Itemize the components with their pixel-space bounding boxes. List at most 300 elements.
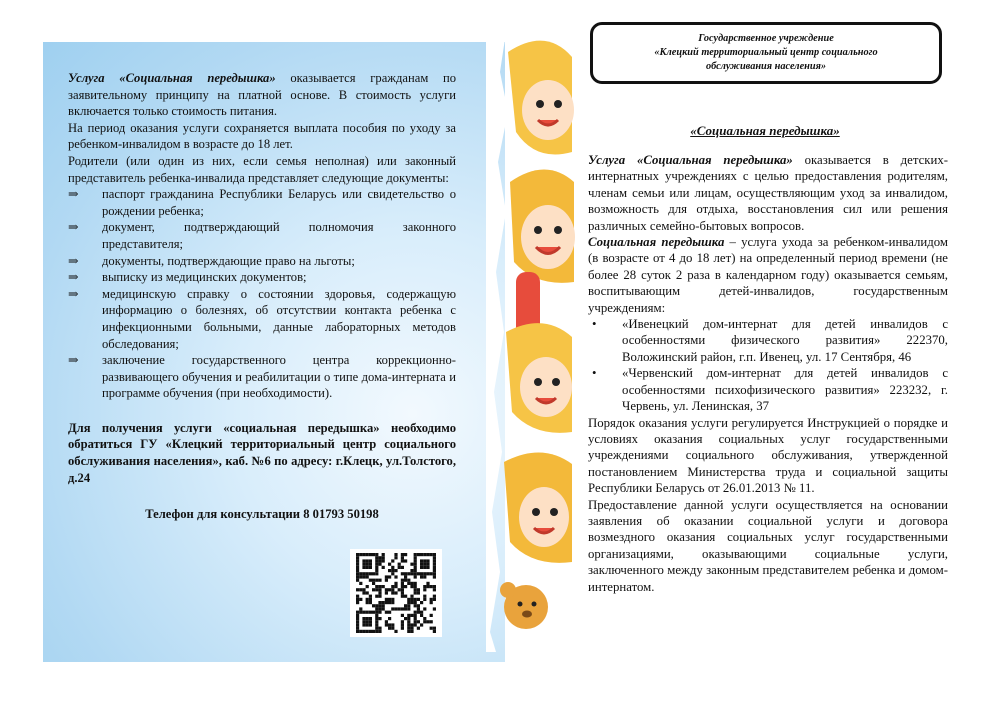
qr-module	[372, 553, 375, 556]
benefit-paragraph: На период оказания услуги сохраняется выплата пособия по уходу за ребенком-инвалидом в возрасте до 18 лет.	[68, 120, 456, 152]
qr-module	[369, 620, 372, 623]
qr-module	[356, 556, 359, 559]
qr-module	[359, 607, 362, 610]
qr-module	[410, 598, 413, 601]
qr-module	[382, 604, 385, 607]
qr-module	[401, 585, 404, 588]
qr-module	[356, 595, 359, 598]
provision-paragraph: Предоставление данной услуги осуществляется на основании заявления об оказании социальной услуги и договора возмездного оказания социальных услуг государственными организациями, оказывающими социальные услуги, заключенного между законным представителем ребенка и домом-интернатом.	[588, 497, 948, 594]
qr-module	[410, 627, 413, 630]
qr-module	[369, 595, 372, 598]
qr-module	[366, 617, 369, 620]
qr-module	[423, 553, 426, 556]
qr-module	[372, 588, 375, 591]
qr-module	[362, 559, 365, 562]
qr-module	[433, 595, 436, 598]
qr-module	[407, 582, 410, 585]
qr-module	[378, 591, 381, 594]
page-title: «Социальная передышка»	[690, 123, 840, 138]
qr-module	[407, 630, 410, 633]
qr-module	[366, 601, 369, 604]
qr-module	[404, 604, 407, 607]
qr-module	[359, 598, 362, 601]
qr-module	[410, 582, 413, 585]
qr-module	[359, 553, 362, 556]
qr-module	[414, 604, 417, 607]
qr-module	[407, 572, 410, 575]
doc-text: выписку из медицинских документов;	[102, 270, 307, 285]
mouth-3	[536, 398, 556, 403]
doc-text: документы, подтверждающие право на льготы;	[102, 253, 355, 268]
qr-module	[372, 630, 375, 633]
qr-module	[404, 607, 407, 610]
qr-module	[404, 579, 407, 582]
qr-module	[378, 604, 381, 607]
qr-module	[407, 620, 410, 623]
doc-item	[68, 286, 456, 352]
qr-module	[410, 595, 413, 598]
qr-module	[375, 563, 378, 566]
qr-module	[417, 607, 420, 610]
qr-module	[433, 572, 436, 575]
qr-module	[423, 575, 426, 578]
qr-module	[388, 563, 391, 566]
qr-module	[359, 588, 362, 591]
qr-module	[423, 595, 426, 598]
left-text	[68, 70, 456, 523]
qr-module	[378, 630, 381, 633]
qr-module	[378, 627, 381, 630]
qr-module	[388, 588, 391, 591]
qr-module	[372, 582, 375, 585]
qr-module	[385, 620, 388, 623]
qr-module	[369, 572, 372, 575]
qr-module	[414, 575, 417, 578]
org-line-3: обслуживания населения»	[705, 61, 827, 72]
qr-module	[414, 588, 417, 591]
qr-module	[410, 630, 413, 633]
qr-module	[407, 601, 410, 604]
qr-module	[359, 611, 362, 614]
qr-module	[414, 617, 417, 620]
arrow-icon: ⇒	[68, 286, 79, 301]
qr-module	[366, 611, 369, 614]
qr-module	[375, 595, 378, 598]
qr-module	[430, 598, 433, 601]
qr-module	[394, 630, 397, 633]
qr-module	[410, 585, 413, 588]
eye-1a	[536, 100, 544, 108]
qr-module	[378, 595, 381, 598]
qr-module	[388, 623, 391, 626]
qr-module	[375, 611, 378, 614]
qr-module	[378, 588, 381, 591]
qr-module	[404, 585, 407, 588]
qr-module	[369, 579, 372, 582]
qr-module	[433, 559, 436, 562]
qr-module	[356, 627, 359, 630]
arrow-icon: ⇒	[68, 353, 79, 368]
qr-module	[356, 617, 359, 620]
qr-module	[414, 556, 417, 559]
qr-module	[362, 623, 365, 626]
qr-module	[401, 566, 404, 569]
qr-module	[414, 620, 417, 623]
qr-module	[362, 620, 365, 623]
doc-item	[68, 186, 456, 219]
qr-module	[433, 588, 436, 591]
qr-module	[401, 582, 404, 585]
qr-module	[366, 591, 369, 594]
qr-module	[391, 559, 394, 562]
qr-module	[407, 607, 410, 610]
qr-module	[356, 572, 359, 575]
qr-module	[388, 617, 391, 620]
qr-module	[359, 582, 362, 585]
qr-module	[362, 591, 365, 594]
qr-module	[426, 553, 429, 556]
qr-module	[369, 559, 372, 562]
qr-module	[414, 614, 417, 617]
qr-module	[417, 591, 420, 594]
doc-item	[68, 253, 456, 270]
qr-module	[356, 598, 359, 601]
qr-module	[366, 585, 369, 588]
qr-module	[404, 595, 407, 598]
qr-module	[401, 620, 404, 623]
arrow-icon: ⇒	[68, 187, 79, 202]
qr-module	[385, 601, 388, 604]
face-4	[519, 487, 569, 547]
qr-module	[423, 620, 426, 623]
qr-module	[391, 627, 394, 630]
qr-module	[433, 575, 436, 578]
qr-module	[407, 604, 410, 607]
qr-module	[401, 627, 404, 630]
face-2	[521, 205, 575, 269]
qr-module	[375, 585, 378, 588]
qr-module	[426, 566, 429, 569]
arrow-icon: ⇒	[68, 220, 79, 235]
qr-module	[388, 575, 391, 578]
qr-module	[356, 563, 359, 566]
qr-module	[426, 559, 429, 562]
eye-4a	[532, 508, 540, 516]
qr-module	[417, 604, 420, 607]
qr-module	[394, 575, 397, 578]
org-line-2: «Клецкий территориальный центр социального	[654, 47, 878, 58]
qr-module	[407, 614, 410, 617]
institution-item	[588, 316, 948, 365]
qr-module	[391, 585, 394, 588]
qr-module	[410, 563, 413, 566]
qr-module	[372, 579, 375, 582]
teddy-eye	[518, 602, 523, 607]
qr-module	[375, 559, 378, 562]
qr-module	[423, 559, 426, 562]
qr-module	[401, 572, 404, 575]
qr-module	[369, 630, 372, 633]
bullet-icon: •	[592, 366, 597, 381]
qr-module	[430, 627, 433, 630]
qr-module	[391, 623, 394, 626]
qr-module	[398, 566, 401, 569]
qr-module	[417, 572, 420, 575]
qr-module	[369, 563, 372, 566]
qr-module	[359, 575, 362, 578]
qr-module	[423, 572, 426, 575]
qr-module	[394, 582, 397, 585]
paper-edge	[486, 32, 508, 652]
qr-module	[414, 611, 417, 614]
definition-term: Социальная передышка	[588, 235, 725, 250]
teddy-nose	[522, 611, 532, 618]
qr-module	[430, 553, 433, 556]
qr-module	[356, 579, 359, 582]
qr-module	[401, 553, 404, 556]
qr-module	[385, 598, 388, 601]
institution-text: «Червенский дом-интернат для детей инвалидов с особенностями психофизического развития» 223232, г. Червень, ул. Ленинская, 37	[622, 366, 948, 414]
qr-module	[423, 607, 426, 610]
qr-module	[369, 553, 372, 556]
face-3	[520, 357, 572, 417]
qr-module	[420, 614, 423, 617]
qr-module	[417, 598, 420, 601]
face-1	[522, 80, 574, 140]
qr-module	[382, 585, 385, 588]
qr-module	[375, 627, 378, 630]
qr-module	[382, 559, 385, 562]
qr-module	[362, 563, 365, 566]
doc-item	[68, 219, 456, 252]
mouth-1	[538, 120, 558, 125]
qr-module	[417, 553, 420, 556]
qr-module	[375, 572, 378, 575]
qr-module	[372, 572, 375, 575]
qr-module	[433, 553, 436, 556]
qr-module	[398, 563, 401, 566]
qr-module	[410, 601, 413, 604]
qr-module	[414, 623, 417, 626]
qr-module	[366, 630, 369, 633]
qr-module	[391, 591, 394, 594]
qr-module	[407, 627, 410, 630]
arrow-icon: ⇒	[68, 270, 79, 285]
qr-module	[410, 569, 413, 572]
doc-text: документ, подтверждающий полномочия законного представителя;	[102, 220, 456, 251]
teddy-eye	[532, 602, 537, 607]
qr-module	[423, 566, 426, 569]
arrow-icon: ⇒	[68, 253, 79, 268]
qr-module	[410, 572, 413, 575]
qr-module	[410, 623, 413, 626]
eye-1b	[554, 100, 562, 108]
qr-module	[385, 588, 388, 591]
children-illustration	[486, 32, 576, 652]
qr-module	[433, 566, 436, 569]
qr-module	[420, 575, 423, 578]
doc-text: паспорт гражданина Республики Беларусь или свидетельство о рождении ребенка;	[102, 187, 456, 218]
qr-module	[391, 572, 394, 575]
qr-module	[426, 572, 429, 575]
qr-module	[369, 598, 372, 601]
qr-module	[356, 569, 359, 572]
qr-module	[375, 620, 378, 623]
order-paragraph: Порядок оказания услуги регулируется Инструкцией о порядке и условиях оказания социальных услуг государственными учреждениями социального обслуживания, утвержденной постановлением Министерства труда и социальной защиты Республики Беларусь от 26.01.2013 № 11.	[588, 415, 948, 496]
qr-module	[407, 579, 410, 582]
qr-module	[401, 607, 404, 610]
qr-module	[404, 553, 407, 556]
qr-module	[433, 607, 436, 610]
qr-module	[356, 559, 359, 562]
qr-module	[420, 623, 423, 626]
definition-rest: – услуга ухода за ребенком-инвалидом (в возрасте от 4 до 18 лет) на определенный период времени (не более 28 суток 2 раза в календарном году) оказывается семьям, воспитывающим детей-инвалидов, государственным учреждениям:	[588, 235, 949, 315]
qr-module	[391, 598, 394, 601]
org-line-1: Государственное учреждение	[698, 33, 834, 44]
qr-module	[433, 630, 436, 633]
contact-info: Для получения услуги «социальная передышка» необходимо обратиться ГУ «Клецкий территориальный центр социального обслуживания населения», каб. №6 по адресу: г.Клецк, ул.Толстого, д.24	[68, 420, 456, 485]
qr-module	[375, 553, 378, 556]
qr-module	[375, 579, 378, 582]
eye-3b	[552, 378, 560, 386]
qr-module	[356, 630, 359, 633]
qr-module	[426, 585, 429, 588]
qr-module	[433, 563, 436, 566]
qr-module	[407, 623, 410, 626]
qr-module	[362, 617, 365, 620]
qr-module	[394, 556, 397, 559]
qr-module	[388, 611, 391, 614]
qr-module	[388, 601, 391, 604]
qr-module	[362, 588, 365, 591]
qr-module	[417, 588, 420, 591]
service-name: Услуга «Социальная передышка»	[68, 71, 276, 85]
qr-module	[362, 566, 365, 569]
qr-module	[359, 572, 362, 575]
qr-module	[394, 569, 397, 572]
qr-module	[356, 623, 359, 626]
qr-module	[375, 556, 378, 559]
institution-text: «Ивенецкий дом-интернат для детей инвалидов с особенностями физического развития» 222370, Воложинский район, г.п. Ивенец, ул. 17 Сентября, 46	[622, 317, 948, 364]
definition-paragraph	[588, 234, 948, 316]
qr-module	[404, 572, 407, 575]
qr-module	[401, 588, 404, 591]
qr-module	[430, 572, 433, 575]
qr-module	[375, 630, 378, 633]
qr-module	[369, 623, 372, 626]
left-intro	[68, 70, 456, 120]
qr-module	[401, 556, 404, 559]
qr-module	[378, 611, 381, 614]
qr-module	[375, 566, 378, 569]
qr-module	[366, 559, 369, 562]
qr-module	[375, 588, 378, 591]
qr-module	[404, 559, 407, 562]
qr-module	[366, 620, 369, 623]
qr-module	[359, 630, 362, 633]
qr-module	[369, 611, 372, 614]
qr-module	[375, 607, 378, 610]
qr-module	[394, 553, 397, 556]
qr-code[interactable]	[350, 549, 442, 637]
qr-module	[420, 563, 423, 566]
qr-module	[388, 569, 391, 572]
qr-module	[378, 579, 381, 582]
qr-module	[375, 617, 378, 620]
qr-module	[375, 569, 378, 572]
qr-module	[369, 566, 372, 569]
qr-module	[410, 614, 413, 617]
qr-module	[420, 553, 423, 556]
eye-3a	[534, 378, 542, 386]
doc-text: медицинскую справку о состоянии здоровья, содержащую информацию о болезнях, об отсутствии контакта ребенка с инфекционными больными, данные лабораторных методов обследования;	[102, 286, 456, 351]
qr-module	[388, 598, 391, 601]
documents-intro: Родители (или один из них, если семья неполная) или законный представитель ребенка-инвалида представляет следующие документы:	[68, 153, 456, 185]
qr-module	[401, 579, 404, 582]
qr-module	[362, 575, 365, 578]
qr-module	[356, 553, 359, 556]
qr-module	[356, 566, 359, 569]
qr-module	[420, 601, 423, 604]
phone-number: Телефон для консультации 8 01793 50198	[145, 507, 379, 522]
doc-text: заключение государственного центра коррекционно-развивающего обучения и реабилитации о типе дома-интерната и программе обучения (при необходимости).	[102, 353, 456, 401]
qr-module	[414, 591, 417, 594]
qr-module	[401, 614, 404, 617]
qr-module	[430, 620, 433, 623]
intro-rest: оказывается гражданам по заявительному принципу на платной основе. В стоимость услуги включается только стоимость питания.	[68, 71, 457, 119]
qr-module	[404, 617, 407, 620]
qr-module	[372, 611, 375, 614]
qr-module	[420, 566, 423, 569]
qr-module	[414, 559, 417, 562]
qr-module	[362, 572, 365, 575]
eye-4b	[550, 508, 558, 516]
qr-module	[426, 582, 429, 585]
qr-module	[366, 553, 369, 556]
doc-item	[68, 352, 456, 402]
qr-module	[430, 614, 433, 617]
qr-module	[433, 569, 436, 572]
qr-module	[423, 585, 426, 588]
qr-module	[423, 588, 426, 591]
qr-module	[414, 569, 417, 572]
eye-2b	[554, 226, 562, 234]
qr-module	[385, 611, 388, 614]
qr-module	[420, 611, 423, 614]
qr-code-image	[350, 549, 442, 637]
qr-module	[356, 575, 359, 578]
qr-module	[404, 575, 407, 578]
header-box	[590, 22, 942, 84]
qr-module	[356, 611, 359, 614]
qr-module	[407, 598, 410, 601]
qr-module	[372, 604, 375, 607]
qr-module	[378, 556, 381, 559]
qr-module	[385, 623, 388, 626]
qr-module	[394, 591, 397, 594]
qr-module	[433, 556, 436, 559]
qr-module	[433, 598, 436, 601]
qr-module	[391, 607, 394, 610]
qr-module	[401, 623, 404, 626]
qr-module	[394, 585, 397, 588]
qr-module	[414, 572, 417, 575]
qr-module	[420, 559, 423, 562]
qr-module	[369, 617, 372, 620]
qr-module	[398, 607, 401, 610]
qr-module	[382, 601, 385, 604]
qr-module	[417, 627, 420, 630]
